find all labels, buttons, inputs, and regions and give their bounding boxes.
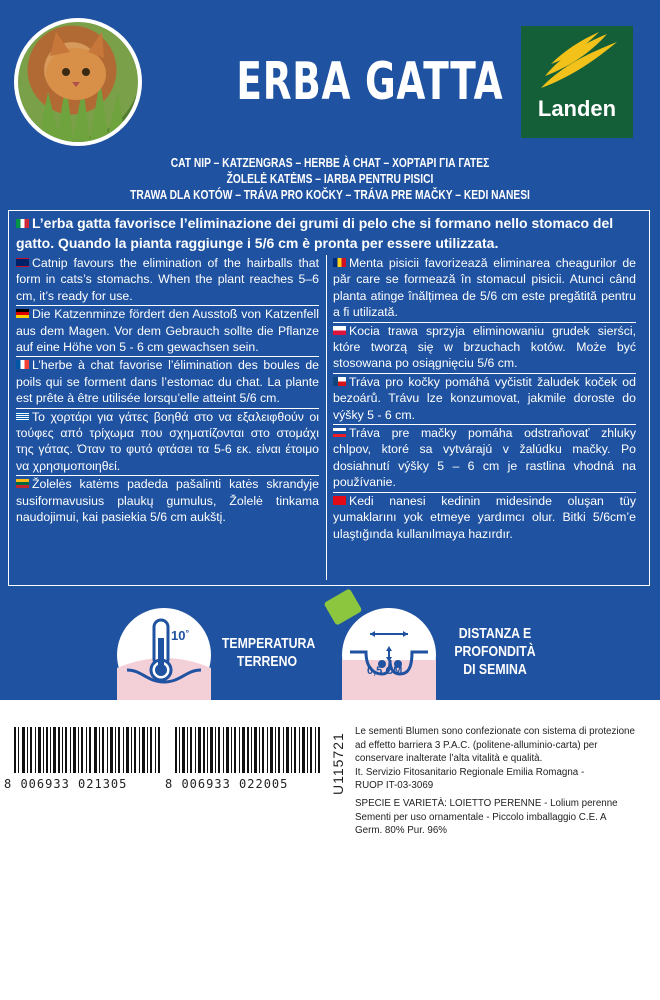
info-line: Germ. 80% Pur. 96% bbox=[355, 825, 448, 836]
species-info bbox=[355, 797, 635, 838]
label-line: DISTANZA E bbox=[458, 625, 532, 642]
lithuania-flag-icon bbox=[16, 479, 29, 488]
description-paragraph bbox=[16, 357, 319, 408]
temperature-value: 10° bbox=[171, 628, 190, 643]
info-line: RUOP IT-03-3069 bbox=[355, 780, 434, 791]
paragraph-text: Kocia trawa sprzyja eliminowaniu grudek sierści, które tworzą się w brzuchach kotów. Może być stosowana po osiągnięciu 5/6 cm. bbox=[333, 323, 636, 371]
uk-flag-icon bbox=[16, 258, 29, 267]
packaging-info bbox=[355, 725, 635, 793]
label-line: TEMPERATURA bbox=[221, 635, 316, 652]
label-line: DI SEMINA bbox=[463, 661, 527, 678]
sowing-depth-icon bbox=[342, 608, 436, 702]
cat-photo bbox=[14, 18, 142, 146]
info-line: Le sementi Blumen sono confezionate con sistema di protezione bbox=[355, 726, 635, 737]
sowing-icon-circle bbox=[342, 608, 436, 702]
paragraph-text: Catnip favours the elimination of the hairballs that form in cats’s stomachs. When the plant reaches 5–6 cm, it’s ready for use. bbox=[16, 256, 319, 303]
intro-text bbox=[16, 213, 646, 253]
paragraph-text: Kedi nanesi kedinin midesinde oluşan tüy yumaklarını yok etmeye yardımcı olur. Bitki 5/6cm’e ulaştığında kullanılmaya hazırdır. bbox=[333, 493, 636, 541]
france-flag-icon bbox=[16, 360, 29, 369]
description-paragraph bbox=[16, 255, 319, 306]
info-line: SPECIE E VARIETÀ: LOIETTO PERENNE - Lolium perenne bbox=[355, 798, 618, 809]
product-code: U115721 bbox=[330, 732, 346, 795]
germany-flag-icon bbox=[16, 309, 29, 318]
description-column-right bbox=[333, 255, 636, 543]
barcode-2 bbox=[175, 727, 323, 773]
translated-names bbox=[125, 155, 535, 203]
brand-name: Landen bbox=[537, 96, 617, 121]
barcode-number-1: 8 006933 021305 bbox=[4, 777, 128, 791]
product-title: ERBA GATTA bbox=[236, 52, 504, 112]
wheat-icon bbox=[521, 26, 633, 96]
names-line: ŽOLELĖ KATĖMS – IARBA PENTRU PISICI bbox=[226, 172, 434, 186]
names-line: TRAWA DLA KOTÓW – TRÁVA PRO KOČKY – TRÁVA PRE MAČKY – KEDI NANESI bbox=[130, 188, 530, 202]
description-paragraph bbox=[333, 255, 636, 323]
description-paragraph bbox=[16, 306, 319, 357]
paragraph-text: Žolelės katėms padeda pašalinti katės skrandyje susiformavusius plaukų gumulus, Žolelė tinkama naudojimui, kai pasiekia 5/6 cm aukštį. bbox=[16, 477, 319, 525]
brand-logo bbox=[521, 26, 633, 138]
description-paragraph bbox=[16, 476, 319, 526]
temperature-icon-circle bbox=[117, 608, 211, 702]
thermometer-icon bbox=[117, 608, 211, 702]
poland-flag-icon bbox=[333, 326, 346, 335]
description-paragraph bbox=[16, 409, 319, 477]
paragraph-text: L’herbe à chat favorise l’élimination des boules de poils qui se forment dans l’estomac du chat. La plante est prête à être utilisée lorsqu’elle atteint 5/6 cm. bbox=[16, 358, 319, 406]
barcode-number-2: 8 006933 022005 bbox=[165, 777, 289, 791]
slovakia-flag-icon bbox=[333, 428, 346, 437]
column-divider bbox=[326, 255, 327, 580]
barcode-1 bbox=[14, 727, 162, 773]
temperature-label bbox=[221, 635, 316, 671]
label-line: TERRENO bbox=[236, 653, 298, 670]
info-line: conservare inalterate l’alta vitalità e qualità. bbox=[355, 753, 543, 764]
description-paragraph bbox=[333, 323, 636, 374]
depth-value: 0,5 CM bbox=[367, 665, 403, 677]
paragraph-text: Tráva pre mačky pomáha odstraňovať zhluky chlpov, ktoré sa vytvárajú v žalúdku mačky. Po dosiahnutí výšky 5 – 6 cm je rastlina vhodná na používanie. bbox=[333, 426, 636, 490]
turkey-flag-icon bbox=[333, 496, 346, 505]
description-paragraph bbox=[333, 374, 636, 425]
description-paragraph bbox=[333, 425, 636, 493]
info-line: It. Servizio Fitosanitario Regionale Emilia Romagna - bbox=[355, 766, 585, 778]
greece-flag-icon bbox=[16, 412, 29, 421]
paragraph-text: Το χορτάρι για γάτες βοηθά στο να εξαλειφθούν οι τούφες από τρίχωμα που σχηματίζονται στο στομάχι της γάτας. Όταν το φυτό φτάσει τα 5-6 εκ. είναι έτοιμο να χρησιμοποιηθεί. bbox=[16, 409, 319, 473]
depth-label bbox=[450, 625, 540, 679]
romania-flag-icon bbox=[333, 258, 346, 267]
description-column-left bbox=[16, 255, 319, 527]
italy-flag-icon bbox=[16, 219, 29, 228]
info-line: Sementi per uso ornamentale - Piccolo imballaggio C.E. A bbox=[355, 811, 607, 823]
description-paragraph bbox=[333, 493, 636, 543]
paragraph-text: Die Katzenminze fördert den Ausstoß von Katzenfell aus dem Magen. Vor dem Gebrauch sollte die Pflanze auf eine Höhe von 5 - 6 cm gewachsen sein. bbox=[16, 307, 319, 355]
paragraph-text: Menta pisicii favorizează eliminarea cheagurilor de păr care se formează în stomacul pisicii. Atunci când planta atinge înălțimea de 5/6 cm este pregătită pentru a fi utilizată. bbox=[333, 256, 636, 320]
paragraph-text: Tráva pro kočky pomáhá vyčistit žaludek koček od bezoárů. Trávu lze konzumovat, jakmile doroste do výšky 5 - 6 cm. bbox=[333, 374, 636, 422]
names-line: CAT NIP – KATZENGRAS – HERBE À CHAT – ΧΟΡΤΑΡΙ ΓΙΑ ΓΑΤΕΣ bbox=[170, 156, 490, 170]
label-line: PROFONDITÀ bbox=[454, 643, 536, 660]
intro-body: L’erba gatta favorisce l’eliminazione dei grumi di pelo che si formano nello stomaco del gatto. Quando la pianta raggiunge i 5/6 cm è pronta per essere utilizzata. bbox=[16, 215, 614, 251]
info-line: ad effetto barriera 3 P.A.C. (politene-alluminio-carta) per bbox=[355, 739, 598, 751]
czech-flag-icon bbox=[333, 377, 346, 386]
